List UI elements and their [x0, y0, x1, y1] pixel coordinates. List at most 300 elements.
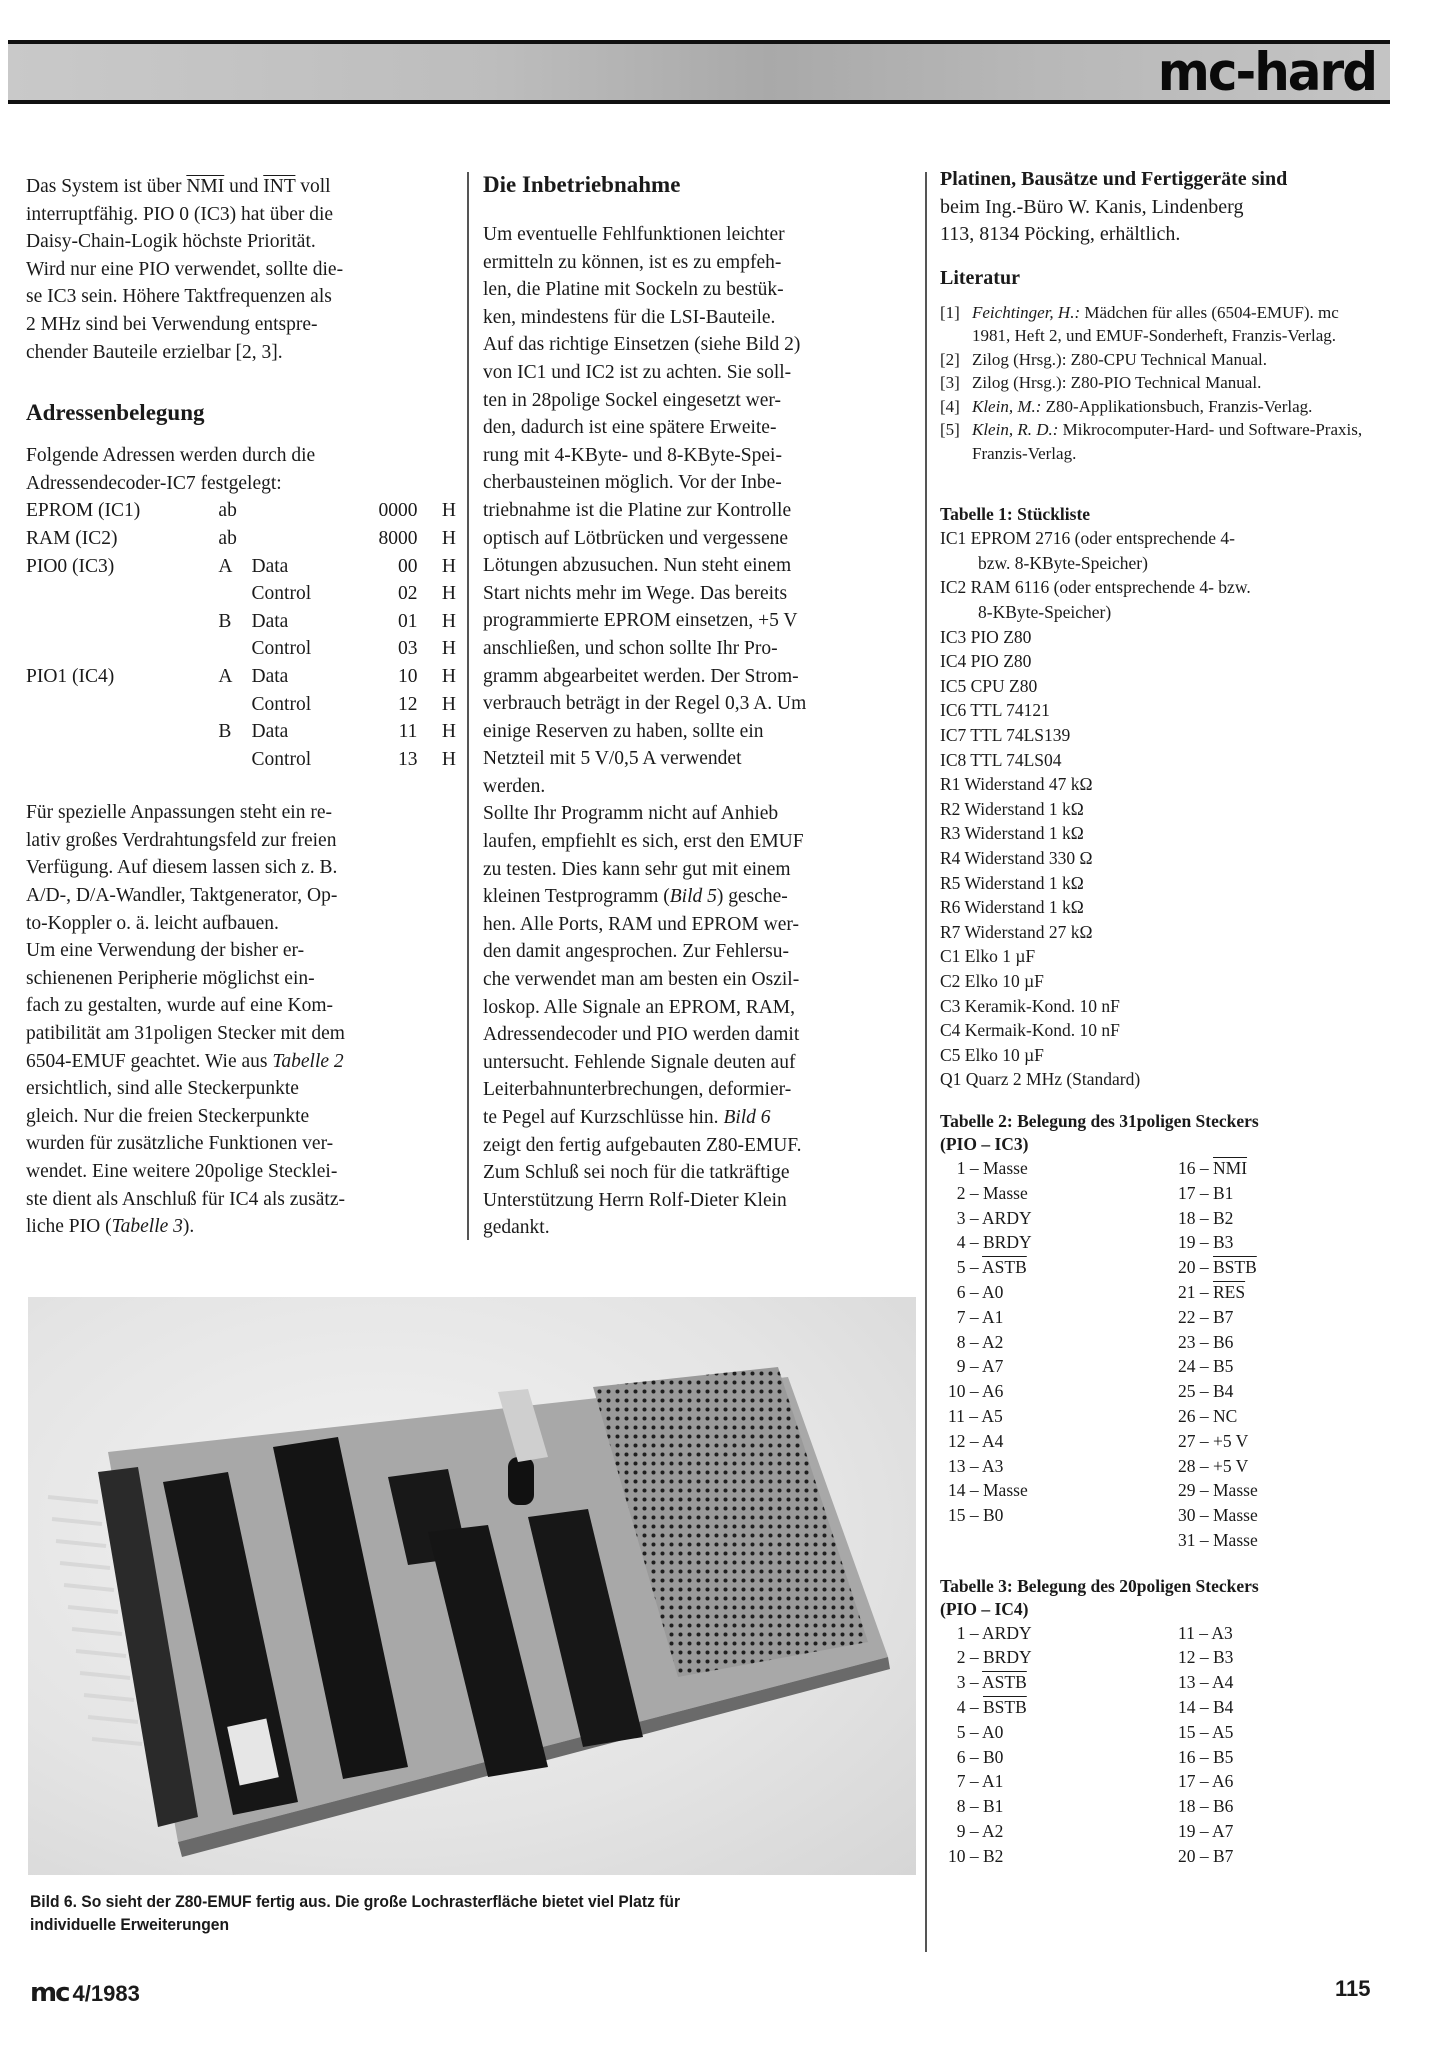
literature-list: [940, 301, 1380, 466]
pin-signal: A4: [1212, 1672, 1234, 1693]
pin-signal: B5: [1213, 1746, 1234, 1767]
address-reg: Control: [251, 748, 312, 770]
bom-table: [940, 526, 1380, 1092]
text-line: to-Koppler o. ä. leicht aufbauen.: [26, 912, 279, 934]
text-line: liche PIO (Tabelle 3).: [26, 1216, 195, 1238]
pin-entry: 18 – B2: [1178, 1207, 1234, 1228]
text-line: untersucht. Fehlende Signale deuten auf: [483, 1051, 796, 1073]
pin-entry: 3 – ASTB: [948, 1672, 1027, 1693]
text-line: 2 MHz sind bei Verwendung entspre-: [26, 313, 318, 335]
italic-ref: Bild 6: [723, 1107, 771, 1128]
footer-issue: [30, 1978, 140, 2008]
pin-entry: 25 – B4: [1178, 1381, 1234, 1402]
text-line: zeigt den fertig aufgebauten Z80-EMUF.: [483, 1134, 802, 1156]
pin-entry: 30 – Masse: [1178, 1505, 1258, 1526]
bom-row: IC3 PIO Z80: [940, 626, 1032, 647]
text-line: cherbausteinen möglich. Vor der Inbe-: [483, 472, 782, 494]
body-paragraph: [26, 799, 456, 1241]
address-port: A: [218, 665, 233, 687]
text-line: von IC1 und IC2 ist zu achten. Sie soll-: [483, 361, 792, 383]
pin-signal: A7: [1212, 1821, 1234, 1842]
literature-entry: [940, 395, 1380, 419]
text-line: Start nichts mehr im Wege. Das bereits: [483, 582, 788, 604]
pin-entry: 27 – +5 V: [1178, 1430, 1249, 1451]
address-device: [26, 635, 218, 663]
pin-signal: A5: [981, 1405, 1003, 1426]
pin-signal: B2: [983, 1845, 1004, 1866]
pin-signal: B7: [1213, 1306, 1234, 1327]
bom-row: R4 Widerstand 330 Ω: [940, 848, 1093, 868]
bom-row: R6 Widerstand 1 kΩ: [940, 897, 1084, 918]
bom-row: IC1 EPROM 2716 (oder entsprechende 4-: [940, 528, 1236, 549]
pin-entry: 10 – B2: [948, 1845, 1004, 1866]
address-unit: H: [441, 583, 456, 605]
pin-signal: A5: [1212, 1721, 1234, 1742]
bom-row: R5 Widerstand 1 kΩ: [940, 872, 1084, 893]
pin-signal: Masse: [1213, 1529, 1258, 1550]
bom-row: IC8 TTL 74LS04: [940, 749, 1062, 770]
address-addr: 10: [397, 665, 418, 687]
pin-signal: B3: [1213, 1232, 1234, 1253]
pin-entry: 15 – B0: [948, 1505, 1004, 1526]
italic-ref: Klein, R. D.:: [972, 420, 1059, 440]
literature-heading: Literatur: [940, 266, 1020, 289]
literature-text: Zilog (Hrsg.): Z80-CPU Technical Manual.: [972, 349, 1267, 369]
text-line: che verwendet man am besten ein Oszil-: [483, 969, 800, 991]
address-row: [26, 608, 456, 636]
pin-entry: 20 – BSTB: [1178, 1257, 1257, 1278]
pin-signal: B1: [1213, 1182, 1234, 1203]
text-line: patibilität am 31poligen Stecker mit dem: [26, 1023, 345, 1045]
address-row: [26, 553, 456, 581]
address-heading: Adressenbelegung: [26, 400, 205, 426]
pin-entry: 1 – Masse: [948, 1157, 1028, 1178]
pin-entry: 9 – A2: [948, 1821, 1004, 1842]
address-device: [26, 608, 218, 636]
pin-entry: 14 – B4: [1178, 1697, 1234, 1718]
pin-signal: BSTB: [983, 1697, 1027, 1718]
literature-text: Klein, R. D.: Mikrocomputer-Hard- und Software-Praxis, Franzis-Verlag.: [972, 420, 1363, 463]
address-port: B: [218, 610, 232, 632]
text-line: gleich. Nur die freien Steckerpunkte: [26, 1105, 310, 1127]
bom-row: R3 Widerstand 1 kΩ: [940, 823, 1084, 844]
pin-entry: 9 – A7: [948, 1356, 1004, 1377]
text-line: [940, 166, 1380, 194]
italic-ref: Bild 5: [669, 886, 717, 908]
text-line: Lötungen abzusuchen. Nun steht einem: [483, 555, 792, 577]
text-line: Zum Schluß sei noch für die tatkräftige: [483, 1162, 790, 1184]
address-unit: H: [441, 610, 456, 632]
pin-signal: ARDY: [982, 1622, 1032, 1643]
pin-entry: 6 – B0: [948, 1746, 1004, 1767]
bom-row: IC7 TTL 74LS139: [940, 725, 1071, 746]
text-line: den damit angesprochen. Zur Fehlersu-: [483, 941, 789, 963]
text-line: Verfügung. Auf diesem lassen sich z. B.: [26, 857, 338, 879]
text-line: laufen, empfiehlt es sich, erst den EMUF: [483, 831, 804, 853]
pin-signal: B5: [1213, 1356, 1234, 1377]
literature-number: [5]: [940, 420, 960, 440]
figure-caption: [30, 1890, 840, 1936]
pin-signal: +5 V: [1213, 1455, 1249, 1476]
table1-title: Tabelle 1: Stückliste: [940, 504, 1091, 525]
literature-text: Feichtinger, H.: Mädchen für alles (6504-EMUF). mc 1981, Heft 2, und EMUF-Sonderheft, Franzis-Verlag.: [972, 302, 1339, 346]
address-port: ab: [218, 527, 237, 549]
pin-signal: B4: [1213, 1697, 1234, 1718]
bom-row: IC6 TTL 74121: [940, 700, 1050, 721]
address-reg: Control: [251, 638, 312, 660]
text-line: interruptfähig. PIO 0 (IC3) hat über die: [26, 203, 334, 225]
text-line: se IC3 sein. Höhere Taktfrequenzen als: [26, 286, 332, 308]
pin-signal: A0: [982, 1281, 1004, 1302]
pin-signal: BRDY: [983, 1647, 1032, 1668]
pin-entry: 7 – A1: [948, 1771, 1004, 1792]
pin-entry: $21 - \overline{RES}$: [1178, 1281, 1246, 1302]
address-intro-line: Folgende Adressen werden durch die: [26, 445, 316, 467]
pin-signal: Masse: [983, 1182, 1028, 1203]
commissioning-text: [483, 221, 913, 1242]
address-device: [26, 718, 218, 746]
address-unit: H: [441, 638, 456, 660]
overline-signal: $\overline{NMI}$: [186, 176, 225, 197]
pin-signal: A2: [982, 1331, 1004, 1352]
text-line: werden.: [483, 775, 546, 797]
address-addr: 11: [398, 721, 418, 743]
text-line: wendet. Eine weitere 20polige Stecklei-: [26, 1161, 338, 1182]
pin-signal: $\overline{NMI}$: [1213, 1157, 1248, 1178]
pin-entry: 22 – B7: [1178, 1306, 1234, 1327]
text-line: ken, mindestens für die LSI-Bauteile.: [483, 306, 776, 328]
pin-signal: B6: [1213, 1796, 1234, 1817]
caption-line: individuelle Erweiterungen: [30, 1915, 230, 1934]
pin-signal: +5 V: [1213, 1430, 1249, 1451]
address-reg: Data: [251, 610, 289, 632]
pin-signal: Masse: [983, 1157, 1028, 1178]
literature-entry: [940, 301, 1380, 348]
pin-signal: B0: [983, 1505, 1004, 1526]
address-port: [218, 580, 251, 608]
literature-number: [4]: [940, 396, 960, 416]
pin-signal: B3: [1213, 1647, 1234, 1668]
address-row: [26, 635, 456, 663]
pin-signal: Masse: [1213, 1505, 1258, 1526]
address-device: PIO0 (IC3): [26, 555, 115, 577]
text-line: zu testen. Dies kann sehr gut mit einem: [483, 858, 791, 880]
text-line: Adressendecoder und PIO werden damit: [483, 1024, 800, 1046]
pin-signal: A0: [982, 1721, 1004, 1742]
table2-title-line: Tabelle 2: Belegung des 31poligen Steckers: [940, 1110, 1259, 1131]
bom-row: C4 Kermaik-Kond. 10 nF: [940, 1020, 1120, 1041]
pin-entry: 20 – B7: [1178, 1845, 1234, 1866]
literature-text: Zilog (Hrsg.): Z80-PIO Technical Manual.: [972, 373, 1262, 393]
commissioning-heading: Die Inbetriebnahme: [483, 172, 681, 197]
table2-subtitle: (PIO – IC3): [940, 1133, 1029, 1154]
pin-signal: B7: [1213, 1845, 1234, 1866]
pin-entry: 8 – A2: [948, 1331, 1004, 1352]
bom-row: C1 Elko 1 µF: [940, 946, 1036, 967]
text-line: gedankt.: [483, 1217, 550, 1239]
text-line: schienenen Peripherie möglichst ein-: [26, 967, 315, 989]
text-line: einige Reserven zu haben, sollte ein: [483, 720, 764, 742]
address-addr: 0000: [378, 500, 418, 522]
italic-ref: Tabelle 3: [111, 1216, 183, 1238]
text-line: Um eventuelle Fehlfunktionen leichter: [483, 224, 785, 245]
pin-entry: 18 – B6: [1178, 1796, 1234, 1817]
address-addr: 8000: [378, 527, 418, 549]
address-reg: [252, 525, 350, 553]
pin-signal: Masse: [1213, 1480, 1258, 1501]
literature-entry: [940, 348, 1380, 372]
pin-entry: 1 – ARDY: [948, 1622, 1032, 1643]
pin-table-31: [940, 1156, 1380, 1553]
bom-row: R1 Widerstand 47 kΩ: [940, 774, 1093, 795]
pin-signal: A3: [1211, 1622, 1233, 1643]
pin-signal: A1: [982, 1306, 1004, 1327]
z80-emuf-board-illustration: [28, 1297, 916, 1875]
text-line: kleinen Testprogramm (Bild 5) gesche-: [483, 886, 788, 908]
text-line: wurden für zusätzliche Funktionen ver-: [26, 1133, 334, 1155]
address-device: EPROM (IC1): [26, 500, 141, 522]
pin-entry: [940, 1528, 1170, 1553]
text-line: Daisy-Chain-Logik höchste Priorität.: [26, 231, 316, 253]
pin-entry: 15 – A5: [1178, 1721, 1234, 1742]
address-port: [218, 635, 251, 663]
address-device: PIO1 (IC4): [26, 665, 115, 687]
text-line: optisch auf Lötbrücken und vergessene: [483, 527, 789, 549]
address-addr: 13: [397, 748, 418, 770]
bom-row: R7 Widerstand 27 kΩ: [940, 921, 1093, 942]
page-number: 115: [1335, 1976, 1371, 2001]
pin-entry: 19 – A7: [1178, 1821, 1234, 1842]
address-addr: 00: [397, 555, 418, 577]
pin-entry: 6 – A0: [948, 1281, 1004, 1302]
address-port: A: [218, 555, 233, 577]
pin-entry: 12 – B3: [1178, 1647, 1234, 1668]
address-port: ab: [218, 500, 237, 522]
pin-signal: A1: [982, 1771, 1004, 1792]
text-line: fach zu gestalten, wurde auf eine Kom-: [26, 995, 333, 1017]
address-unit: H: [441, 748, 456, 770]
bom-row: IC5 CPU Z80: [940, 675, 1038, 696]
address-unit: H: [441, 693, 456, 715]
supplier-note: [940, 166, 1380, 249]
address-reg: Control: [251, 693, 312, 715]
text-line: Wird nur eine PIO verwendet, sollte die-: [26, 258, 344, 280]
pin-entry: 29 – Masse: [1178, 1480, 1258, 1501]
text-line: ermitteln zu können, ist es zu empfeh-: [483, 251, 782, 273]
bom-row: IC4 PIO Z80: [940, 651, 1032, 672]
address-table: [26, 497, 456, 773]
text-line: triebnahme ist die Platine zur Kontrolle: [483, 499, 792, 521]
bom-row-continued: 8-KByte-Speicher): [978, 602, 1112, 623]
text-line: Netzteil mit 5 V/0,5 A verwendet: [483, 748, 742, 770]
caption-line: Bild 6. So sieht der Z80-EMUF fertig aus. Die große Lochrasterfläche bietet viel Platz für: [30, 1892, 681, 1911]
address-device: RAM (IC2): [26, 527, 118, 549]
text-line: Leiterbahnunterbrechungen, deformier-: [483, 1079, 792, 1101]
column-2: [483, 173, 913, 1242]
text-line: ersichtlich, sind alle Steckerpunkte: [26, 1078, 299, 1100]
pin-signal: B1: [983, 1796, 1004, 1817]
address-row: [26, 691, 456, 719]
address-row: [26, 580, 456, 608]
bom-row-continued: bzw. 8-KByte-Speicher): [978, 552, 1148, 573]
pin-entry: 23 – B6: [1178, 1331, 1234, 1352]
pin-entry: 5 – A0: [948, 1721, 1004, 1742]
text-line: loskop. Alle Signale an EPROM, RAM,: [483, 996, 796, 1018]
text-line: anschließen, und schon sollte Ihr Pro-: [483, 637, 778, 659]
address-port: B: [218, 721, 232, 743]
pin-table-20: [940, 1621, 1380, 1869]
column-divider-1: [467, 172, 469, 1240]
pin-entry: 26 – NC: [1178, 1405, 1238, 1426]
intro-paragraph: [26, 173, 456, 366]
italic-ref: Tabelle 2: [272, 1050, 344, 1072]
address-device: [26, 580, 218, 608]
pin-entry: 3 – ARDY: [948, 1207, 1032, 1228]
literature-number: [3]: [940, 373, 960, 393]
text-line: 6504-EMUF geachtet. Wie aus Tabelle 2: [26, 1050, 344, 1072]
pin-entry: 13 – A3: [948, 1455, 1004, 1476]
literature-entry: [940, 418, 1380, 465]
pin-entry: 28 – +5 V: [1178, 1455, 1249, 1476]
address-row: [26, 497, 456, 525]
pin-entry: 24 – B5: [1178, 1356, 1234, 1377]
text-line: Sollte Ihr Programm nicht auf Anhieb: [483, 803, 779, 825]
pin-signal: ASTB: [982, 1257, 1027, 1278]
bom-row: Q1 Quarz 2 MHz (Standard): [940, 1069, 1141, 1090]
address-row: [26, 663, 456, 691]
pin-entry: 19 – B3: [1178, 1232, 1234, 1253]
text-line: ten in 28polige Sockel eingesetzt wer-: [483, 389, 781, 411]
address-intro-line: Adressendecoder-IC7 festgelegt:: [26, 472, 282, 494]
pin-entry: 2 – Masse: [948, 1182, 1028, 1203]
column-3: [940, 166, 1380, 1869]
pin-signal: A2: [982, 1821, 1004, 1842]
address-unit: H: [441, 665, 456, 687]
address-unit: H: [441, 500, 456, 522]
table3-title-line: Tabelle 3: Belegung des 20poligen Steckers: [940, 1575, 1259, 1596]
text-line: Für spezielle Anpassungen steht ein re-: [26, 802, 332, 824]
pin-entry: 8 – B1: [948, 1796, 1004, 1817]
address-addr: 01: [397, 610, 418, 632]
address-reg: Data: [251, 721, 289, 743]
section-header-bar: [8, 40, 1390, 104]
italic-ref: Feichtinger, H.:: [972, 302, 1081, 322]
address-row: [26, 746, 456, 774]
pin-signal: A7: [982, 1356, 1004, 1377]
pin-signal: A4: [982, 1430, 1004, 1451]
pin-signal: $\overline{RES}$: [1213, 1281, 1246, 1302]
text-line: chender Bauteile erzielbar [2, 3].: [26, 341, 283, 363]
bom-row: C5 Elko 10 µF: [940, 1044, 1044, 1065]
text-line: len, die Platine mit Sockeln zu bestük-: [483, 279, 784, 301]
pin-entry: 14 – Masse: [948, 1480, 1028, 1501]
bom-row: IC2 RAM 6116 (oder entsprechende 4- bzw.: [940, 577, 1251, 598]
pin-entry: 12 – A4: [948, 1430, 1004, 1451]
table2-title: [940, 1110, 1380, 1156]
pin-signal: B2: [1213, 1207, 1234, 1228]
pin-signal: B4: [1213, 1381, 1234, 1402]
mc-logo: mc: [30, 1978, 69, 2008]
literature-text: Klein, M.: Z80-Applikationsbuch, Franzis-Verlag.: [972, 396, 1313, 416]
overline-signal: $\overline{INT}$: [263, 176, 296, 197]
address-reg: [252, 497, 350, 525]
literature-number: [2]: [940, 349, 960, 369]
text-line: programmierte EPROM einsetzen, +5 V: [483, 610, 798, 632]
pin-signal: NC: [1213, 1405, 1238, 1426]
bom-row: R2 Widerstand 1 kΩ: [940, 798, 1084, 819]
pin-entry: 4 – BRDY: [948, 1232, 1032, 1253]
pin-entry: 11 – A5: [948, 1405, 1003, 1426]
text-line: den, dadurch ist eine spätere Erweite-: [483, 417, 777, 439]
italic-ref: Klein, M.:: [972, 396, 1042, 416]
address-row: [26, 718, 456, 746]
pin-entry: 10 – A6: [948, 1381, 1004, 1402]
address-reg: Control: [251, 583, 312, 605]
address-port: [218, 691, 251, 719]
column-1: [26, 173, 456, 1241]
text-line: Das System ist über $\overline{NMI}$ und $\overline{INT}$ voll: [26, 176, 331, 197]
address-addr: 03: [397, 638, 418, 660]
text-line: Um eine Verwendung der bisher er-: [26, 940, 305, 962]
bom-row: C3 Keramik-Kond. 10 nF: [940, 995, 1120, 1016]
address-reg: Data: [251, 555, 289, 577]
pin-signal: A6: [982, 1381, 1004, 1402]
section-title: mc-hard: [1157, 41, 1376, 103]
address-unit: H: [441, 555, 456, 577]
pin-entry: 2 – BRDY: [948, 1647, 1032, 1668]
pin-entry: 31 – Masse: [1178, 1529, 1258, 1550]
pin-entry: 5 – ASTB: [948, 1257, 1027, 1278]
address-addr: 02: [397, 583, 418, 605]
pin-signal: ARDY: [982, 1207, 1032, 1228]
pin-entry: 4 – BSTB: [948, 1697, 1027, 1718]
pin-signal: A6: [1212, 1771, 1234, 1792]
board-photo: [28, 1297, 916, 1875]
address-reg: Data: [251, 665, 289, 687]
table3-subtitle: (PIO – IC4): [940, 1598, 1029, 1619]
text-line: beim Ing.-Büro W. Kanis, Lindenberg: [940, 195, 1244, 218]
text-line: hen. Alle Ports, RAM und EPROM wer-: [483, 913, 799, 935]
pin-entry: $16 - \overline{NMI}$: [1178, 1157, 1248, 1178]
pin-entry: 16 – B5: [1178, 1746, 1234, 1767]
pin-signal: ASTB: [982, 1672, 1027, 1693]
text-line: lativ großes Verdrahtungsfeld zur freien: [26, 829, 337, 851]
text-line: A/D-, D/A-Wandler, Taktgenerator, Op-: [26, 885, 338, 907]
pin-signal: BRDY: [983, 1232, 1032, 1253]
pin-entry: 17 – B1: [1178, 1182, 1234, 1203]
pin-entry: 17 – A6: [1178, 1771, 1234, 1792]
pin-signal: B6: [1213, 1331, 1234, 1352]
pin-entry: 11 – A3: [1178, 1622, 1233, 1643]
pin-entry: 13 – A4: [1178, 1672, 1234, 1693]
address-unit: H: [441, 527, 456, 549]
text-line: ste dient als Anschluß für IC4 als zusätz-: [26, 1188, 345, 1210]
pin-signal: B0: [983, 1746, 1004, 1767]
address-addr: 12: [397, 693, 418, 715]
literature-entry: [940, 371, 1380, 395]
issue-number: 4/1983: [72, 1981, 140, 2006]
pin-signal: BSTB: [1213, 1257, 1257, 1278]
bom-row: C2 Elko 10 µF: [940, 970, 1044, 991]
text-line: 113, 8134 Pöcking, erhältlich.: [940, 223, 1181, 246]
address-port: [218, 746, 251, 774]
address-unit: H: [441, 721, 456, 743]
bold-text: Platinen, Bausätze und Fertiggeräte sind: [940, 168, 1288, 190]
text-line: verbrauch beträgt in der Regel 0,3 A. Um: [483, 693, 807, 715]
text-line: gramm abgearbeitet werden. Der Strom-: [483, 665, 799, 687]
text-line: te Pegel auf Kurzschlüsse hin. Bild 6: [483, 1107, 771, 1128]
table3-title: [940, 1575, 1380, 1621]
